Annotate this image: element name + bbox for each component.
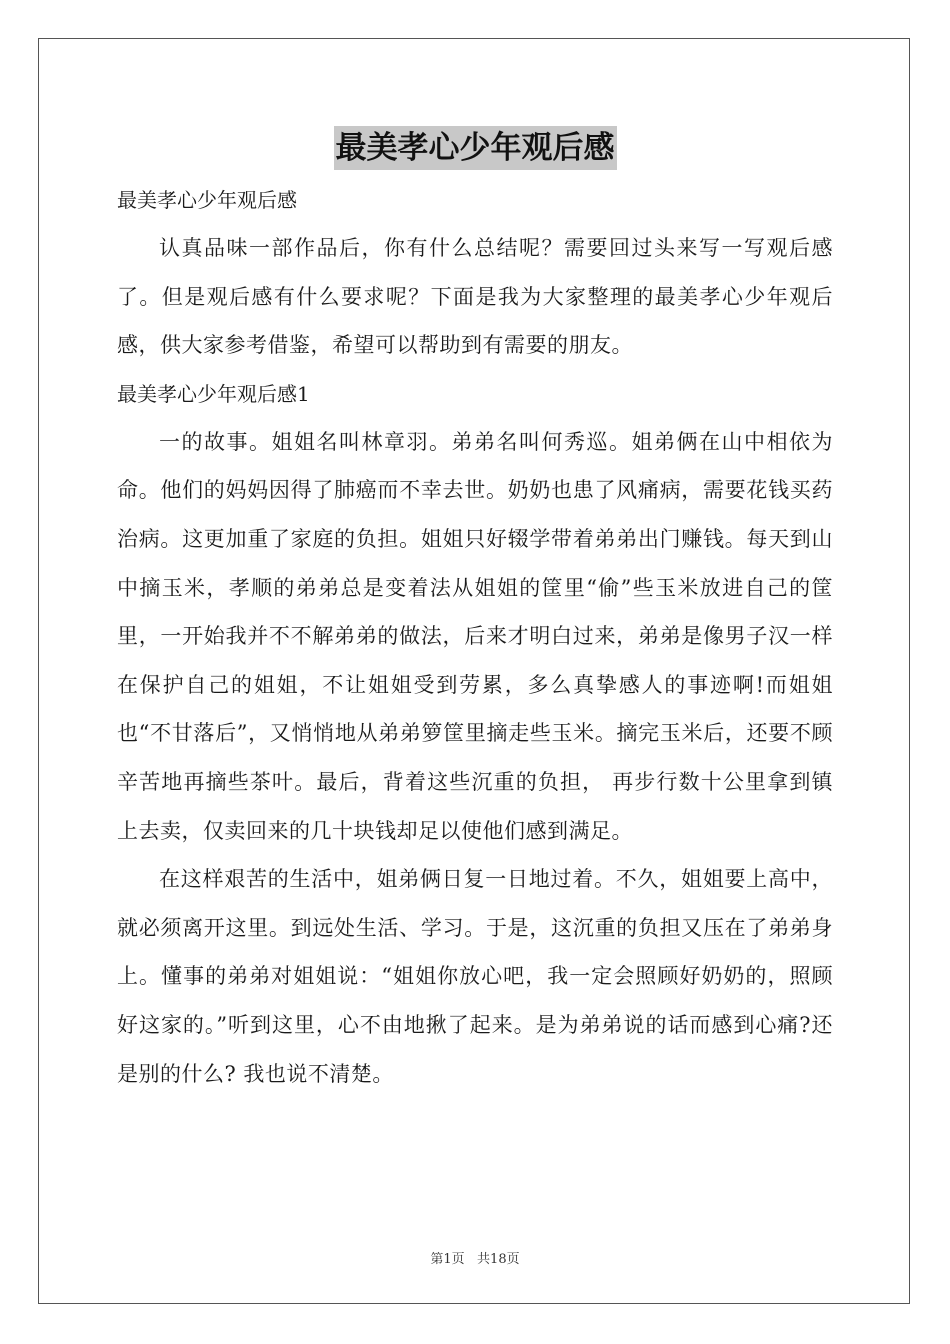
- document-subtitle: 最美孝心少年观后感: [117, 188, 297, 212]
- title-container: [0, 126, 950, 170]
- page-footer: [0, 1248, 950, 1267]
- body-paragraph-2: 在这样艰苦的生活中，姐弟俩日复一日地过着。不久，姐姐要上高中，就必须离开这里。到远处生活、学习。于是，这沉重的负担又压在了弟弟身上。懂事的弟弟对姐姐说：“姐姐你放心吧，我一定会照顾好奶奶的，照顾好这家的。”听到这里，心不由地揪了起来。是为弟弟说的话而感到心痛?还是别的什么? 我也说不清楚。: [117, 867, 833, 1086]
- intro-paragraph: 认真品味一部作品后，你有什么总结呢？需要回过头来写一写观后感了。但是观后感有什么要求呢？下面是我为大家整理的最美孝心少年观后感，供大家参考借鉴，希望可以帮助到有需要的朋友。: [117, 236, 833, 358]
- section-heading: 最美孝心少年观后感1: [117, 381, 310, 406]
- document-title: 最美孝心少年观后感: [334, 126, 617, 170]
- body-paragraph-1: 一的故事。姐姐名叫林章羽。弟弟名叫何秀巡。姐弟俩在山中相依为命。他们的妈妈因得了肺癌而不幸去世。奶奶也患了风痛病，需要花钱买药治病。这更加重了家庭的负担。姐姐只好辍学带着弟弟出门赚钱。每天到山中摘玉米，孝顺的弟弟总是变着法从姐姐的筐里“偷”些玉米放进自己的筐里，一开始我并不不解弟弟的做法，后来才明白过来，弟弟是像男子汉一样在保护自己的姐姐，不让姐姐受到劳累，多么真挚感人的事迹啊!而姐姐也“不甘落后”，又悄悄地从弟弟箩筐里摘走些玉米。摘完玉米后，还要不顾辛苦地再摘些茶叶。最后，背着这些沉重的负担， 再步行数十公里拿到镇上去卖，仅卖回来的几十块钱却足以使他们感到满足。: [117, 429, 833, 843]
- page-number: 第1页 共18页: [430, 1252, 520, 1267]
- document-body: [117, 176, 833, 1098]
